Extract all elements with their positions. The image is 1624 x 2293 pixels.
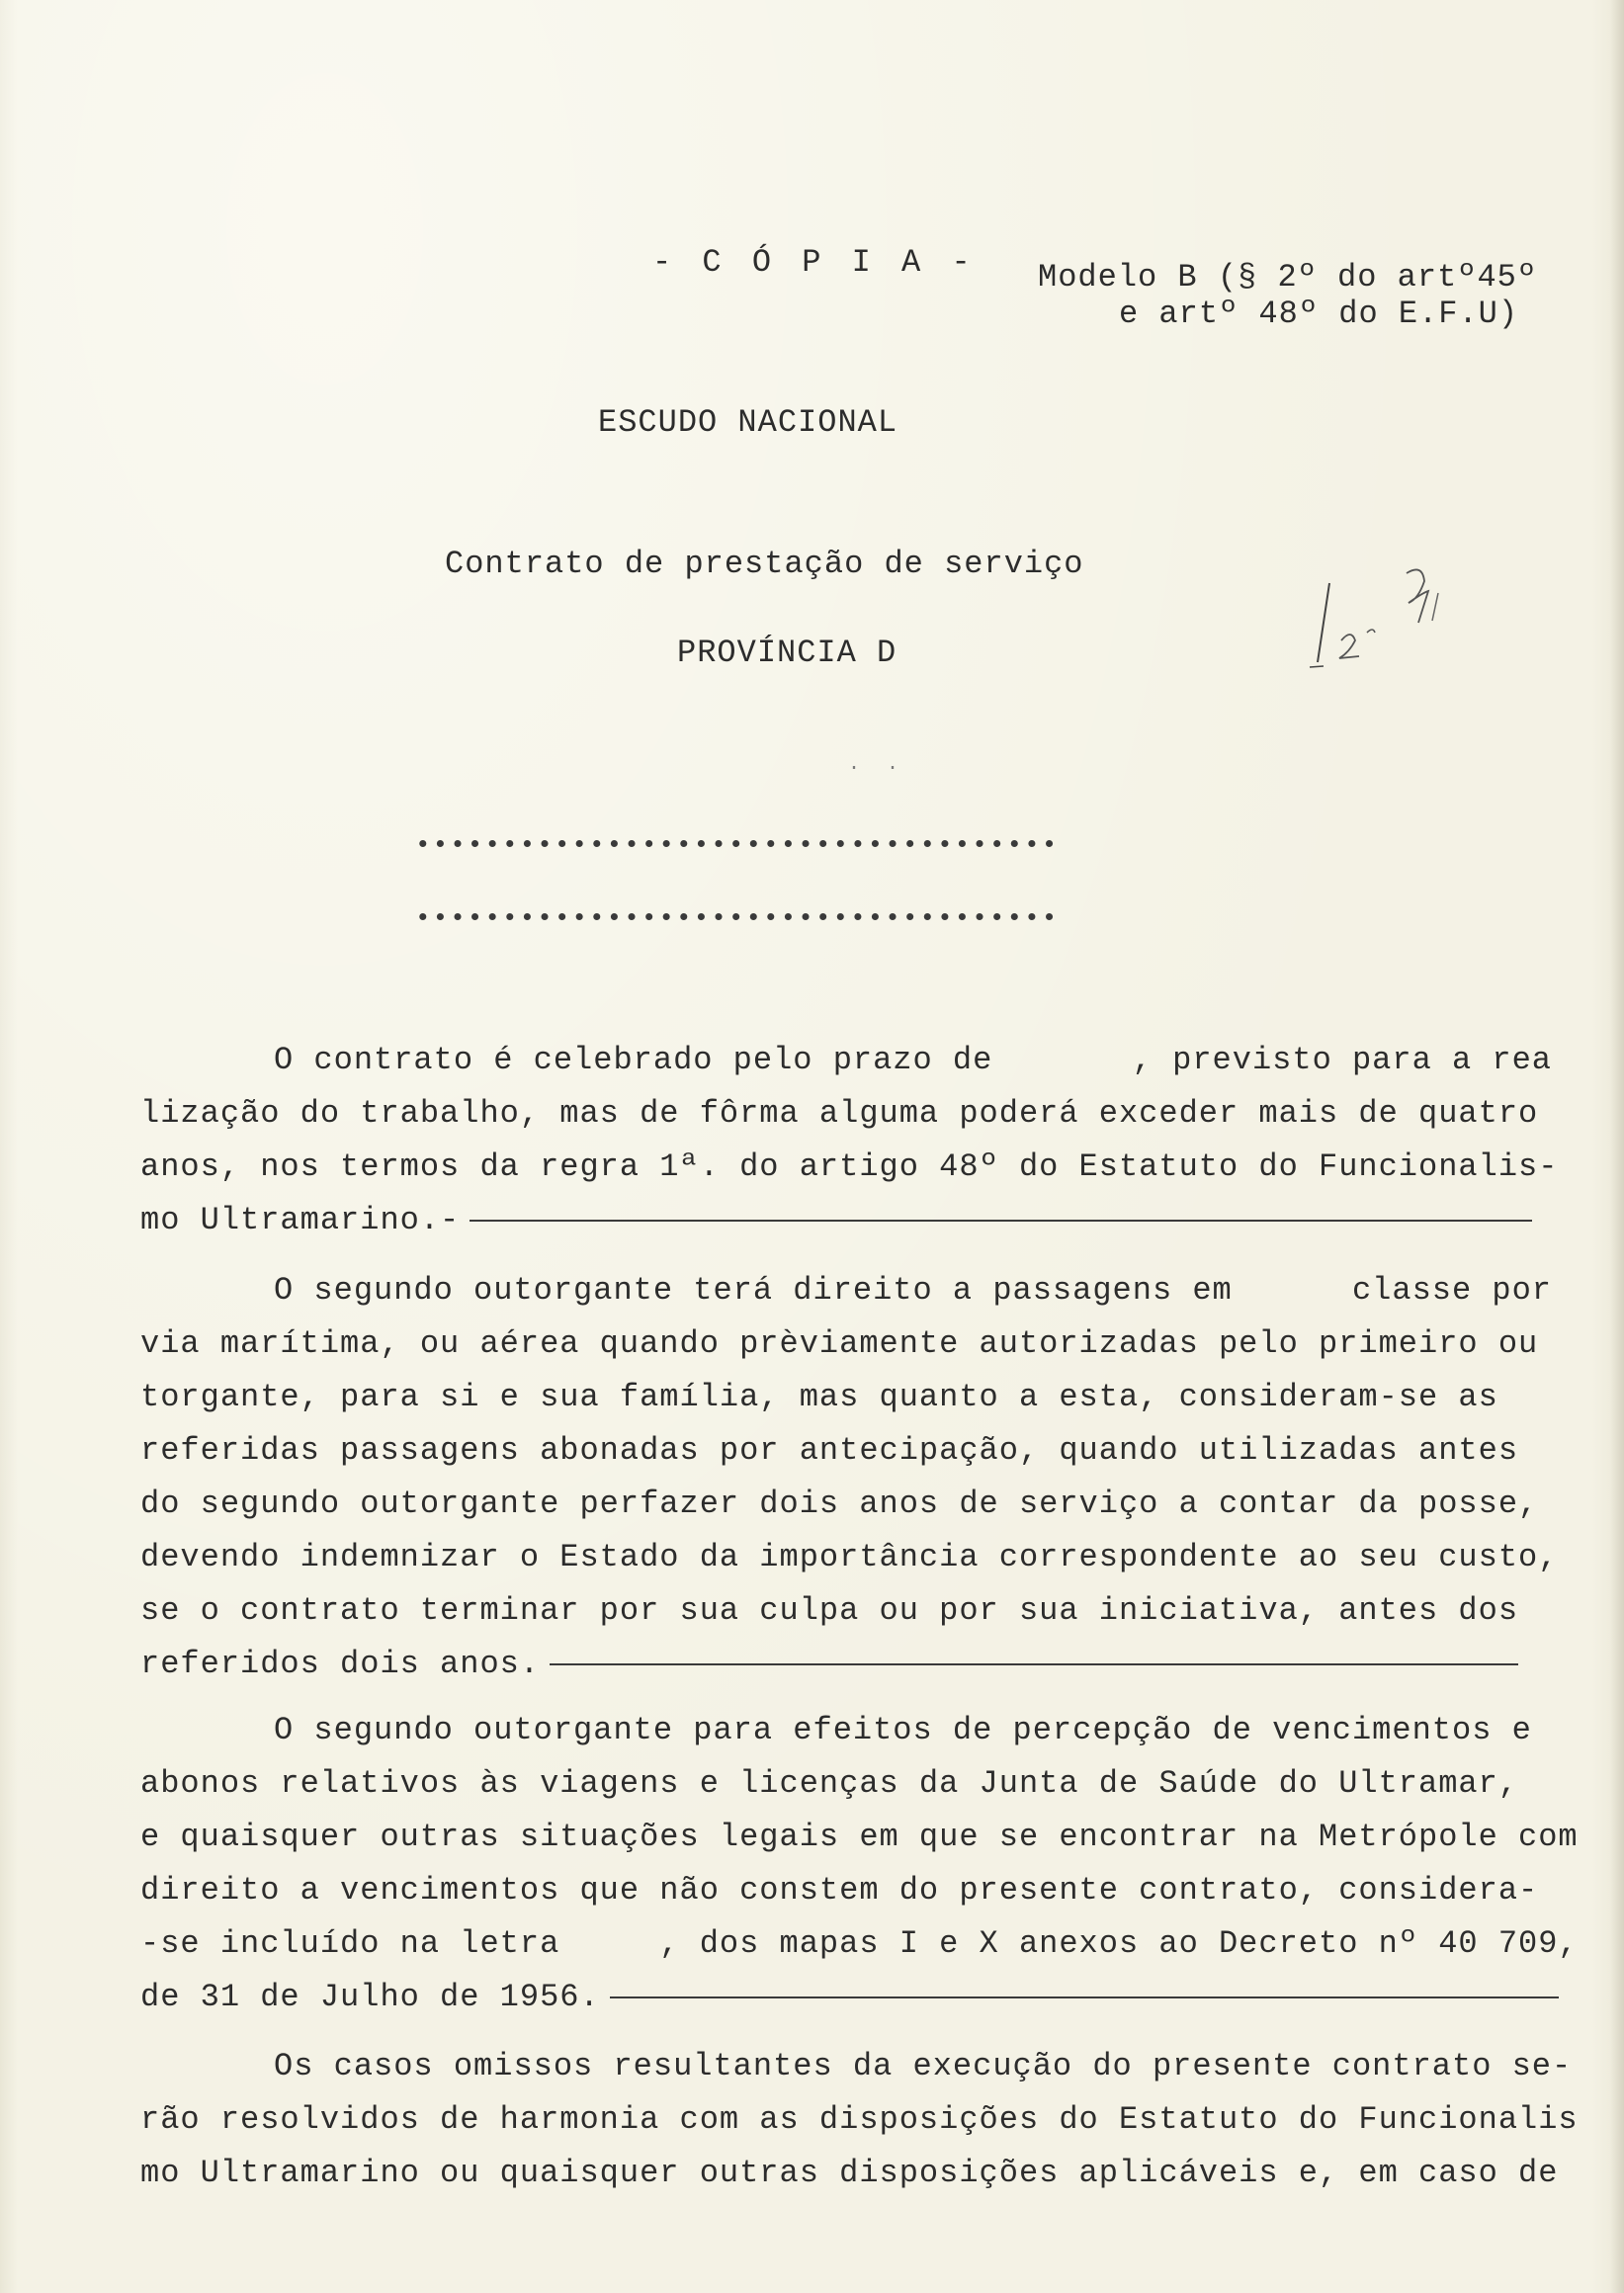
model-reference-line-1: Modelo B (§ 2º do artº45º bbox=[1038, 259, 1538, 296]
paragraph-omitted-cases bbox=[140, 2040, 1579, 2200]
model-reference bbox=[1038, 259, 1537, 332]
paragraph-line: Os casos omissos resultantes da execução do presente contrato se- bbox=[274, 2048, 1573, 2084]
paragraph-line: rão resolvidos de harmonia com as disposições do Estatuto do Funcionalis bbox=[140, 2101, 1579, 2138]
paragraph-line-end bbox=[140, 1194, 1504, 1247]
paragraph-line-text: mo Ultramarino.- bbox=[140, 1202, 461, 1238]
paragraph-contract-term bbox=[140, 1034, 1559, 1247]
contract-title: Contrato de prestação de serviço bbox=[445, 546, 1084, 582]
handwritten-annotation bbox=[1290, 563, 1458, 682]
paragraph-travel-rights bbox=[140, 1264, 1559, 1691]
placeholder-dotted-line-1: ••••••••••••••••••••••••••••••••••••• bbox=[415, 830, 1060, 860]
placeholder-dotted-line-2: ••••••••••••••••••••••••••••••••••••• bbox=[415, 903, 1060, 933]
paragraph-salary-provisions bbox=[140, 1704, 1579, 2024]
copy-label: - C Ó P I A - bbox=[652, 244, 977, 281]
paragraph-line: O segundo outorgante terá direito a passagens em classe por bbox=[274, 1272, 1552, 1309]
paragraph-line: referidas passagens abonadas por antecipação, quando utilizadas antes bbox=[140, 1432, 1519, 1469]
paragraph-line: O segundo outorgante para efeitos de percepção de vencimentos e bbox=[274, 1712, 1532, 1748]
paragraph-line-text: de 31 de Julho de 1956. bbox=[140, 1979, 600, 2015]
paragraph-line: anos, nos termos da regra 1ª. do artigo 48º do Estatuto do Funcionalis- bbox=[140, 1148, 1559, 1185]
paragraph-line: direito a vencimentos que não constem do presente contrato, considera- bbox=[140, 1872, 1539, 1909]
paragraph-line: O contrato é celebrado pelo prazo de , previsto para a rea bbox=[274, 1042, 1552, 1078]
paragraph-line: devendo indemnizar o Estado da importância correspondente ao seu custo, bbox=[140, 1539, 1559, 1575]
paragraph-line: abonos relativos às viagens e licenças da Junta de Saúde do Ultramar, bbox=[140, 1765, 1519, 1802]
page-edge-shadow bbox=[1610, 0, 1624, 2293]
section-title: ESCUDO NACIONAL bbox=[598, 404, 898, 441]
stray-marks: · · bbox=[848, 757, 900, 780]
dash-filler-line bbox=[610, 1996, 1559, 1998]
paragraph-line: torgante, para si e sua família, mas quanto a esta, consideram-se as bbox=[140, 1379, 1498, 1415]
paragraph-line: mo Ultramarino ou quaisquer outras disposições aplicáveis e, em caso de bbox=[140, 2155, 1559, 2191]
province-heading: PROVÍNCIA D bbox=[677, 635, 897, 671]
paragraph-line-end bbox=[140, 1971, 1504, 2024]
model-reference-line-2: e artº 48º do E.F.U) bbox=[1119, 296, 1519, 332]
paragraph-line: lização do trabalho, mas de fôrma alguma poderá exceder mais de quatro bbox=[140, 1095, 1539, 1132]
paragraph-line: do segundo outorgante perfazer dois anos de serviço a contar da posse, bbox=[140, 1486, 1539, 1522]
dash-filler-line bbox=[550, 1663, 1518, 1665]
paragraph-line: -se incluído na letra , dos mapas I e X anexos ao Decreto nº 40 709, bbox=[140, 1925, 1579, 1962]
paragraph-line-end bbox=[140, 1638, 1504, 1691]
dash-filler-line bbox=[470, 1220, 1532, 1222]
paragraph-line-text: referidos dois anos. bbox=[140, 1646, 541, 1682]
paragraph-line: se o contrato terminar por sua culpa ou por sua iniciativa, antes dos bbox=[140, 1592, 1519, 1629]
paragraph-line: e quaisquer outras situações legais em que se encontrar na Metrópole com bbox=[140, 1819, 1579, 1855]
paragraph-line: via marítima, ou aérea quando prèviamente autorizadas pelo primeiro ou bbox=[140, 1325, 1539, 1362]
